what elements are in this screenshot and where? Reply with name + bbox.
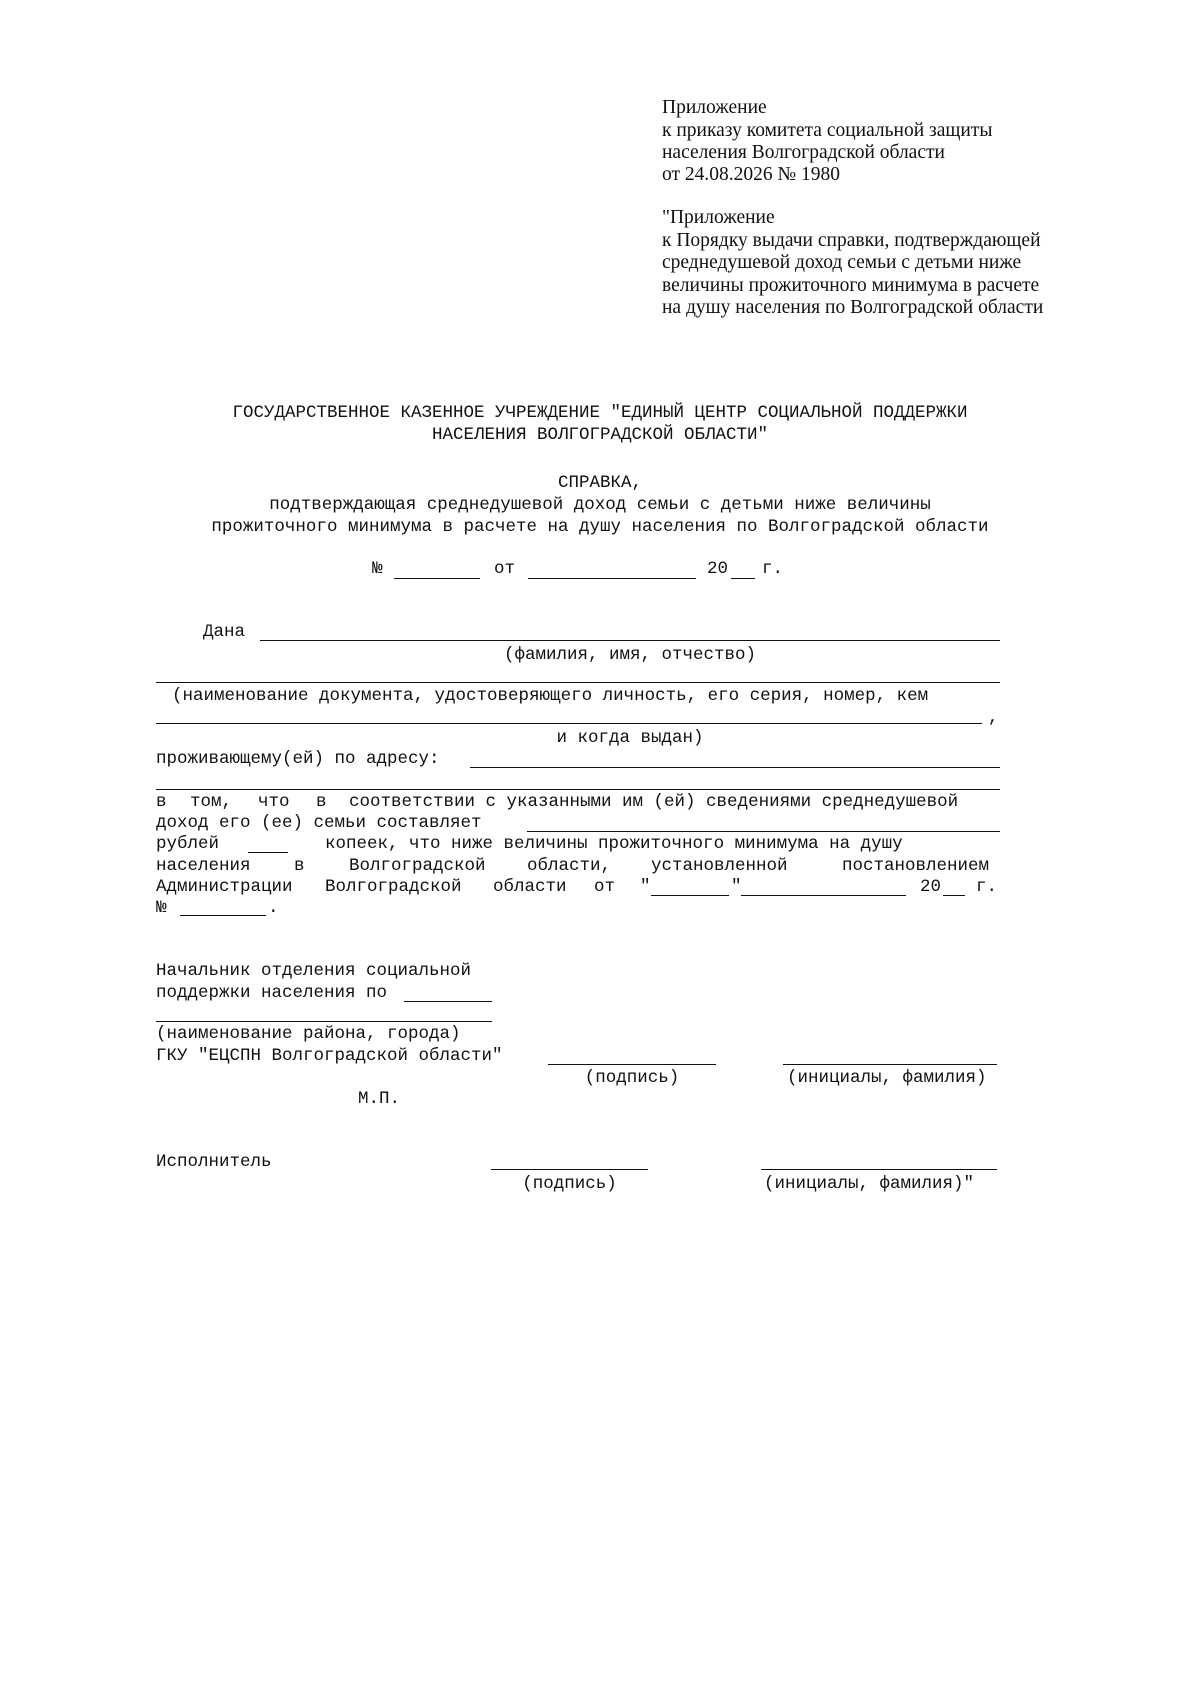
p4-word-4: области,	[527, 856, 612, 876]
district-field-inline[interactable]	[404, 1001, 492, 1002]
id-document-caption-1: (наименование документа, удостоверяющего личность, его серия, номер, кем	[172, 686, 929, 706]
date-field[interactable]	[528, 578, 696, 579]
procedure-line-4: на душу населения по Волгоградской области	[662, 297, 1044, 318]
executor-initials-caption: (инициалы, фамилия)"	[764, 1174, 975, 1194]
p1-word-4: в	[316, 792, 327, 812]
procedure-line-1: к Порядку выдачи справки, подтверждающей	[662, 230, 1041, 251]
address-field[interactable]	[470, 767, 1000, 768]
executor-signature-field[interactable]	[491, 1169, 648, 1170]
stamp-place: М.П.	[358, 1089, 401, 1109]
title-line-2: подтверждающая среднедушевой доход семьи с детьми ниже величины	[269, 495, 931, 515]
appendix-order-line: к приказу комитета социальной защиты	[662, 120, 993, 141]
p5-word-4: от	[594, 877, 616, 897]
number-sign: №	[372, 559, 383, 579]
date-prefix: от	[662, 164, 681, 185]
procedure-appendix-title: "Приложение	[662, 207, 775, 228]
head-title-2: поддержки населения по	[156, 983, 388, 1003]
resolution-month-field[interactable]	[741, 895, 906, 896]
p4-word-1: населения	[156, 856, 251, 876]
quote-open: "	[640, 877, 651, 897]
institution-line-1: ГОСУДАРСТВЕННОЕ КАЗЕННОЕ УЧРЕЖДЕНИЕ "ЕДИНЫЙ ЦЕНТР СОЦИАЛЬНОЙ ПОДДЕРЖКИ	[232, 403, 968, 423]
executor-signature-caption: (подпись)	[522, 1174, 617, 1194]
head-initials-caption: (инициалы, фамилия)	[787, 1068, 987, 1088]
year-suffix: г.	[762, 559, 784, 579]
rubles-label: рублей	[156, 834, 220, 854]
p5-word-2: Волгоградской	[325, 877, 462, 897]
appendix-region-line: населения Волгоградской области	[662, 142, 945, 163]
p3-rest: копеек, что ниже величины прожиточного минимума на душу	[325, 834, 903, 854]
p2-text: доход его (ее) семьи составляет	[156, 813, 482, 833]
appendix-title: Приложение	[662, 97, 767, 118]
title-word: СПРАВКА,	[557, 473, 642, 493]
head-signature-caption: (подпись)	[584, 1068, 680, 1088]
organization-name: ГКУ "ЕЦСПН Волгоградской области"	[156, 1046, 503, 1066]
head-title-1: Начальник отделения социальной	[156, 961, 472, 981]
order-number: 1980	[801, 164, 840, 185]
p4-word-5: установленной	[651, 856, 788, 876]
institution-line-2: НАСЕЛЕНИЯ ВОЛГОГРАДСКОЙ ОБЛАСТИ"	[431, 425, 769, 445]
p5-word-3: области	[493, 877, 567, 897]
p4-word-2: в	[294, 856, 305, 876]
district-field[interactable]	[156, 1021, 492, 1022]
resolution-year-prefix: 20	[920, 877, 942, 897]
head-signature-field[interactable]	[548, 1064, 716, 1065]
p4-word-3: Волгоградской	[349, 856, 486, 876]
number-field[interactable]	[394, 578, 480, 579]
resolution-year-suffix: г.	[976, 877, 998, 897]
district-caption: (наименование района, города)	[156, 1024, 461, 1044]
p1-word-2: том,	[190, 792, 233, 812]
resolution-day-field[interactable]	[651, 895, 729, 896]
procedure-line-2: среднедушевой доход семьи с детьми ниже	[662, 252, 1022, 273]
address-label: проживающему(ей) по адресу:	[156, 749, 440, 769]
id-document-caption-2: и когда выдан)	[556, 728, 704, 748]
head-initials-field[interactable]	[783, 1064, 997, 1065]
p1-word-1: в	[156, 792, 167, 812]
id-document-field-2[interactable]	[156, 723, 982, 724]
p5-word-1: Администрации	[156, 877, 293, 897]
executor-label: Исполнитель	[156, 1152, 272, 1172]
appendix-date-line	[662, 164, 840, 186]
title-line-3: прожиточного минимума в расчете на душу населения по Волгоградской области	[211, 517, 989, 537]
quote-close: "	[731, 877, 742, 897]
order-date: 24.08.2026	[684, 164, 773, 185]
given-label: Дана	[203, 622, 246, 642]
address-field-2[interactable]	[156, 789, 1000, 790]
p4-word-6: постановлением	[842, 856, 990, 876]
resolution-number-sign: №	[156, 898, 167, 918]
procedure-line-3: величины прожиточного минимума в расчете	[662, 275, 1040, 296]
p1-word-3: что	[258, 792, 290, 812]
fio-caption: (фамилия, имя, отчество)	[503, 645, 757, 665]
comma: ,	[988, 708, 999, 728]
executor-initials-field[interactable]	[761, 1169, 997, 1170]
year-field[interactable]	[731, 578, 755, 579]
p1-rest: соответствии с указанными им (ей) сведениями среднедушевой	[349, 792, 959, 812]
final-dot: .	[268, 898, 279, 918]
year-prefix: 20	[707, 559, 729, 579]
income-amount-field[interactable]	[527, 831, 1000, 832]
from-label: от	[494, 559, 516, 579]
id-document-field[interactable]	[156, 682, 1000, 683]
resolution-number-field[interactable]	[180, 915, 266, 916]
resolution-year-field[interactable]	[943, 895, 965, 896]
kopecks-field[interactable]	[248, 852, 288, 853]
number-sign: №	[777, 164, 797, 185]
fio-field[interactable]	[260, 640, 1000, 641]
